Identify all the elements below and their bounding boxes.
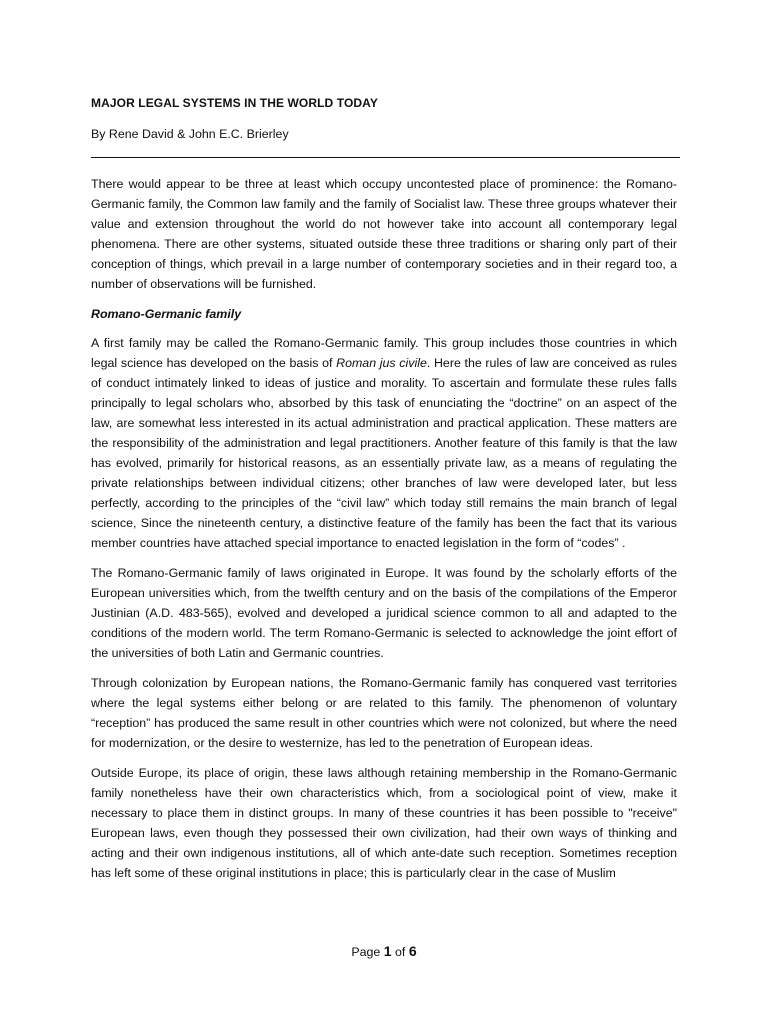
horizontal-rule [91, 145, 680, 158]
paragraph-1 [91, 333, 677, 553]
paragraph-2: The Romano-Germanic family of laws originated in Europe. It was found by the scholarly efforts of the European universities which, from the twelfth century and on the basis of the compilations of the Emperor Justinian (A.D. 483-565), evolved and developed a juridical science common to all and adapted to the conditions of the modern world. The term Romano-Germanic is selected to acknowledge the joint effort of the universities of both Latin and Germanic countries. [91, 566, 677, 660]
intro-paragraph: There would appear to be three at least which occupy uncontested place of prominence: the Romano-Germanic family, the Common law family and the family of Socialist law. These three groups whatever their value and extension throughout the world do not however take into account all contemporary legal phenomena. There are other systems, situated outside these three traditions or sharing only part of their conception of things, which prevail in a large number of contemporary societies and in their regard too, a number of observations will be furnished. [91, 177, 677, 291]
page-footer [0, 941, 768, 962]
section-heading: Romano-Germanic family [91, 307, 242, 321]
document-byline: By Rene David & John E.C. Brierley [91, 127, 289, 141]
of-word: of [395, 945, 406, 959]
page-current-number: 1 [383, 943, 392, 959]
paragraph-4: Outside Europe, its place of origin, these laws although retaining membership in the Romano-Germanic family nonetheless have their own characteristics which, from a sociological point of view, make it necessary to place them in distinct groups. In many of these countries it has been possible to "receive" European laws, even though they possessed their own civilization, had their own ways of thinking and acting and their own indigenous institutions, all of which ante-date such reception. Sometimes reception has left some of these original institutions in place; this is particularly clear in the case of Muslim [91, 766, 677, 880]
document-title: MAJOR LEGAL SYSTEMS IN THE WORLD TODAY [91, 96, 378, 110]
document-body [91, 94, 677, 893]
paragraph-1-text-after: . Here the rules of law are conceived as rules of conduct intimately linked to ideas of justice and morality. To ascertain and formulate these rules falls principally to legal scholars who, absorbed by this task of enunciating the “doctrine” on an aspect of the law, are somewhat less interested in its actual administration and practical application. These matters are the responsibility of the administration and legal practitioners. Another feature of this family is that the law has evolved, primarily for historical reasons, as an essentially private law, as a means of regulating the private relationships between individual citizens; other branches of law were developed later, but less perfectly, according to the principles of the “civil law” which today still remains the main branch of legal science, Since the nineteenth century, a distinctive feature of the family has been the fact that its various member countries have attached special importance to enacted legislation in the form of “codes” . [91, 356, 677, 550]
page-word: Page [351, 945, 381, 959]
paragraph-1-italic-term: Roman jus civile [336, 356, 427, 370]
page-total-number: 6 [408, 943, 417, 959]
paragraph-3: Through colonization by European nations, the Romano-Germanic family has conquered vast territories where the legal systems either belong or are related to this family. The phenomenon of voluntary “reception” has produced the same result in other countries which were not colonized, but where the need for modernization, or the desire to westernize, has led to the penetration of European ideas. [91, 676, 677, 750]
paragraph-1-text-before: A first family may be called the Romano-Germanic family. This group includes those countries in which legal science has developed on the basis of [91, 336, 677, 370]
